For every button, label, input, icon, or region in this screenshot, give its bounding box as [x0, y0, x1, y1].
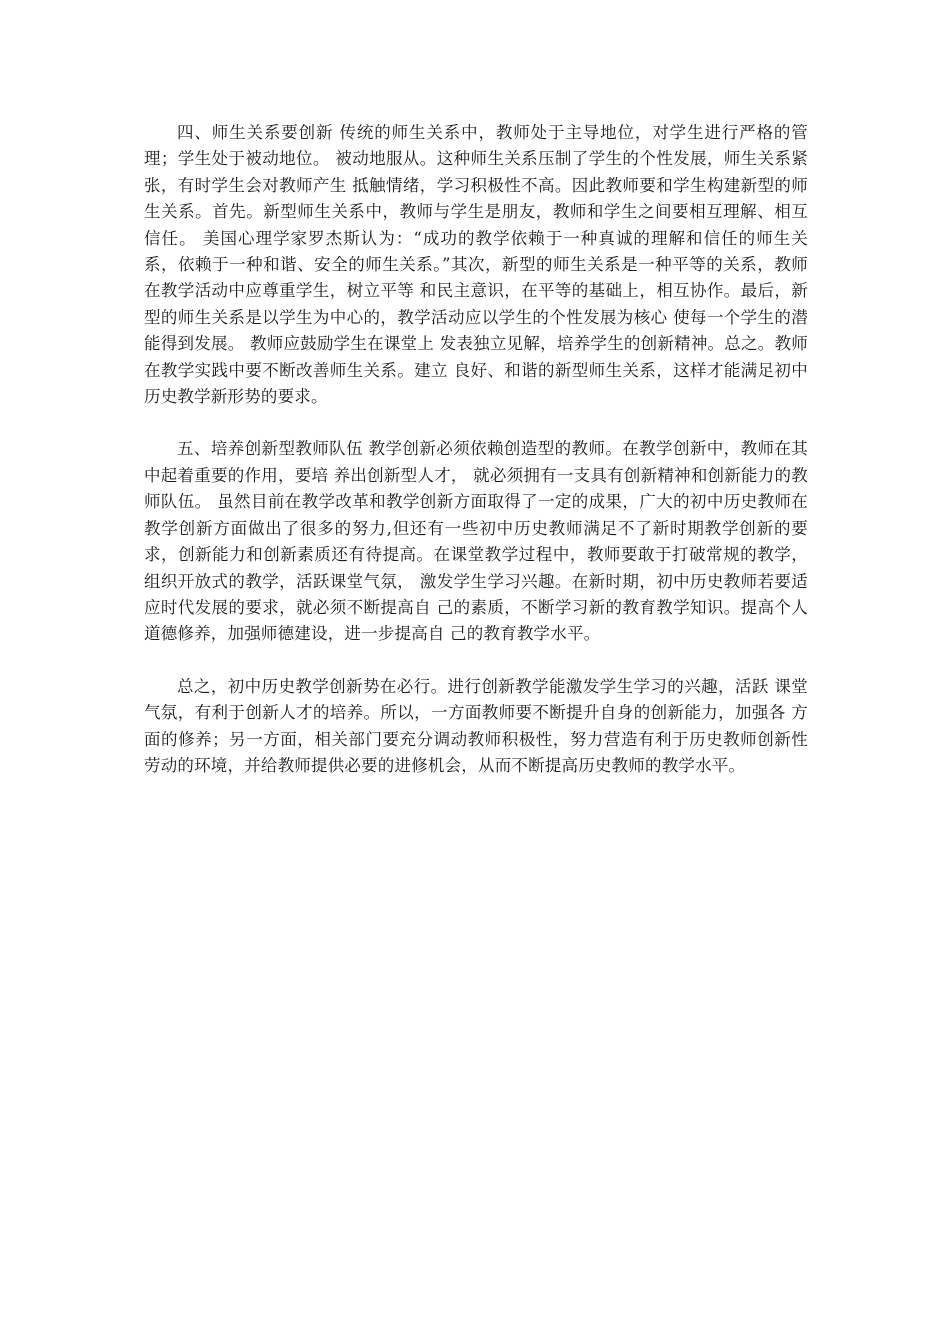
document-body	[144, 120, 808, 805]
paragraph-conclusion: 总之，初中历史教学创新势在必行。进行创新教学能激发学生学习的兴趣，活跃 课堂气氛，有利于创新人才的培养。所以，一方面教师要不断提升自身的创新能力，加强各 方面的修养；另一方面，相关部门要充分调动教师积极性，努力营造有利于历史教师创新性 劳动的环境，并给教师提供必要的进修机会，从而不断提高历史教师的教学水平。	[144, 676, 808, 775]
paragraph-innovative-teacher-team: 五、培养创新型教师队伍 教学创新必须依赖创造型的教师。在教学创新中，教师在其中起着重要的作用，要培 养出创新型人才， 就必须拥有一支具有创新精神和创新能力的教师队伍。 虽然目前在教学改革和教学创新方面取得了一定的成果，广大的初中历史教师在教学创新方面做出了很多的努力,但还有一些初中历史教师满足不了新时期教学创新的要求，创新能力和创新素质还有待提高。在课堂教学过程中，教师要敢于打破常规的教学，组织开放式的教学，活跃课堂气氛， 激发学生学习兴趣。在新时期，初中历史教师若要适应时代发展的要求，就必须不断提高自 己的素质，不断学习新的教育教学知识。提高个人道德修养，加强师德建设，进一步提高自 己的教育教学水平。	[144, 439, 808, 644]
paragraph-teacher-student-relationship: 四、师生关系要创新 传统的师生关系中，教师处于主导地位，对学生进行严格的管理；学生处于被动地位。 被动地服从。这种师生关系压制了学生的个性发展，师生关系紧张，有时学生会对教师产生 抵触情绪，学习积极性不高。因此教师要和学生构建新型的师生关系。首先。新型师生关系中，教师与学生是朋友，教师和学生之间要相互理解、相互信任。 美国心理学家罗杰斯认为：“成功的教学依赖于一种真诚的理解和信任的师生关系，依赖于一种和谐、安全的师生关系。”其次，新型的师生关系是一种平等的关系，教师在教学活动中应尊重学生，树立平等 和民主意识，在平等的基础上，相互协作。最后，新型的师生关系是以学生为中心的，教学活动应以学生的个性发展为核心 使每一个学生的潜能得到发展。 教师应鼓励学生在课堂上 发表独立见解，培养学生的创新精神。总之。教师在教学实践中要不断改善师生关系。建立 良好、和谐的新型师生关系，这样才能满足初中历史教学新形势的要求。	[144, 123, 808, 407]
